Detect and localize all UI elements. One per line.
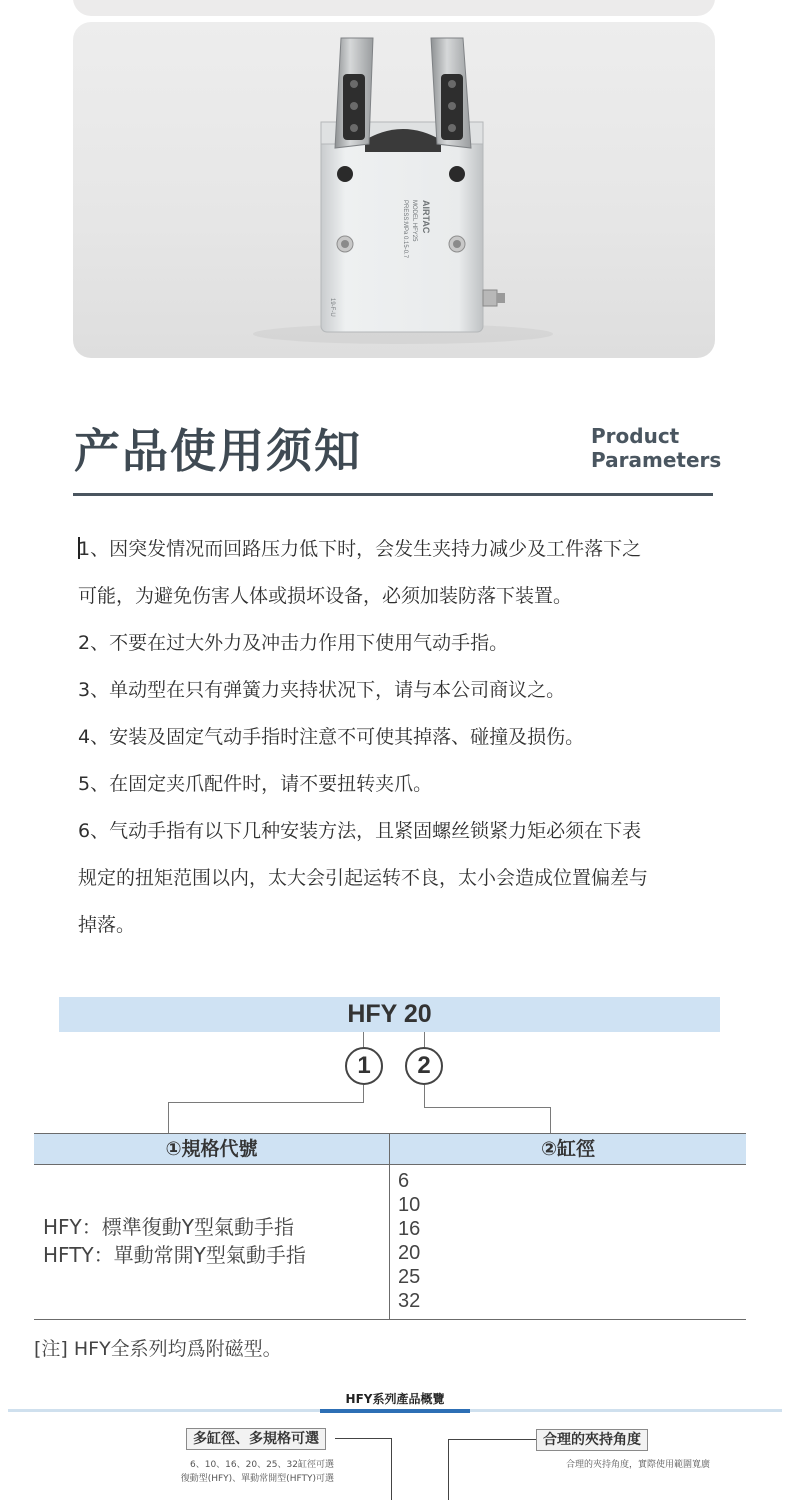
bore-size-list — [398, 1169, 420, 1313]
callout-line — [448, 1439, 449, 1500]
section-subtitle-line1: Product — [591, 424, 680, 448]
connector-line — [168, 1102, 364, 1103]
overview-label-left: 多缸徑、多規格可選 — [186, 1428, 326, 1450]
usage-notes — [78, 526, 718, 949]
side-code: 19-F-U — [329, 298, 335, 317]
overview-sub-line: 6、10、16、20、25、32缸徑可選 — [190, 1460, 334, 1470]
pressure-engraving: PRESS:MPa 0.15-0.7 — [402, 200, 408, 259]
bore-size: 25 — [398, 1266, 421, 1288]
section-title: 产品使用须知 — [74, 424, 362, 478]
model-engraving: MODEL HFY25 — [411, 200, 417, 242]
connector-line — [363, 1032, 364, 1048]
section-subtitle-line2: Parameters — [591, 448, 722, 472]
previous-image-card — [73, 0, 715, 16]
col-header-spec-code: ①規格代號 — [165, 1138, 258, 1160]
callout-line — [335, 1438, 391, 1439]
overview-title: HFY系列產品概覽 — [345, 1392, 445, 1406]
note-line: 可能，为避免伤害人体或损坏设备，必须加装防落下装置。 — [78, 585, 573, 607]
marker-2: 2 — [405, 1047, 443, 1085]
callout-line — [448, 1439, 536, 1440]
note-line: 掉落。 — [78, 914, 136, 936]
bore-size: 16 — [398, 1218, 421, 1240]
overview-label-right: 合理的夾持角度 — [536, 1429, 648, 1451]
footnote: [注] HFY全系列均爲附磁型。 — [34, 1338, 282, 1360]
bore-size: 6 — [398, 1170, 410, 1192]
product-photo — [73, 22, 715, 358]
note-line: 规定的扭矩范围以内，太大会引起运转不良，太小会造成位置偏差与 — [78, 867, 649, 889]
note-text: 1、因突发情况而回路压力低下时，会发生夹持力减少及工件落下之 — [78, 538, 642, 560]
bore-size: 10 — [398, 1194, 421, 1216]
note-line: 5、在固定夹爪配件时，请不要扭转夹爪。 — [78, 773, 433, 795]
callout-line — [391, 1438, 392, 1500]
pneumatic-gripper-illustration — [73, 22, 715, 358]
type-item: HFY：標準復動Y型氣動手指 — [43, 1215, 294, 1239]
note-line: 4、安装及固定气动手指时注意不可使其掉落、碰撞及损伤。 — [78, 726, 585, 748]
col-header-bore: ②缸徑 — [540, 1138, 596, 1160]
model-code: HFY 20 — [347, 1000, 432, 1028]
type-list — [43, 1213, 306, 1269]
note-line: 6、气动手指有以下几种安装方法，且紧固螺丝锁紧力矩必须在下表 — [78, 820, 642, 842]
note-line: 3、单动型在只有弹簧力夹持状况下，请与本公司商议之。 — [78, 679, 566, 701]
connector-line — [550, 1107, 551, 1134]
table-header — [34, 1133, 746, 1165]
column-divider — [389, 1133, 390, 1319]
note-line: 2、不要在过大外力及冲击力作用下使用气动手指。 — [78, 632, 509, 654]
overview-sub-right: 合理的夾持角度，實際使用範圍寬廣 — [565, 1460, 710, 1470]
table-bottom-rule — [34, 1319, 746, 1320]
connector-line — [424, 1032, 425, 1048]
type-item: HFTY：單動常開Y型氣動手指 — [43, 1243, 306, 1267]
section-divider — [73, 493, 713, 496]
bore-size: 32 — [398, 1290, 421, 1312]
connector-line — [168, 1102, 169, 1134]
connector-line — [363, 1085, 364, 1103]
model-code-bar — [59, 997, 720, 1032]
overview-sub-left — [120, 1458, 334, 1486]
section-subtitle — [591, 424, 721, 472]
overview-sub-line: 復動型(HFY)、單動常開型(HFTY)可選 — [180, 1474, 334, 1484]
brand-mark: AIRTAC — [421, 200, 431, 234]
note-line — [78, 526, 718, 573]
bore-size: 20 — [398, 1242, 421, 1264]
connector-line — [424, 1085, 425, 1108]
overview-rule-accent — [320, 1409, 470, 1413]
marker-1: 1 — [345, 1047, 383, 1085]
connector-line — [424, 1107, 550, 1108]
